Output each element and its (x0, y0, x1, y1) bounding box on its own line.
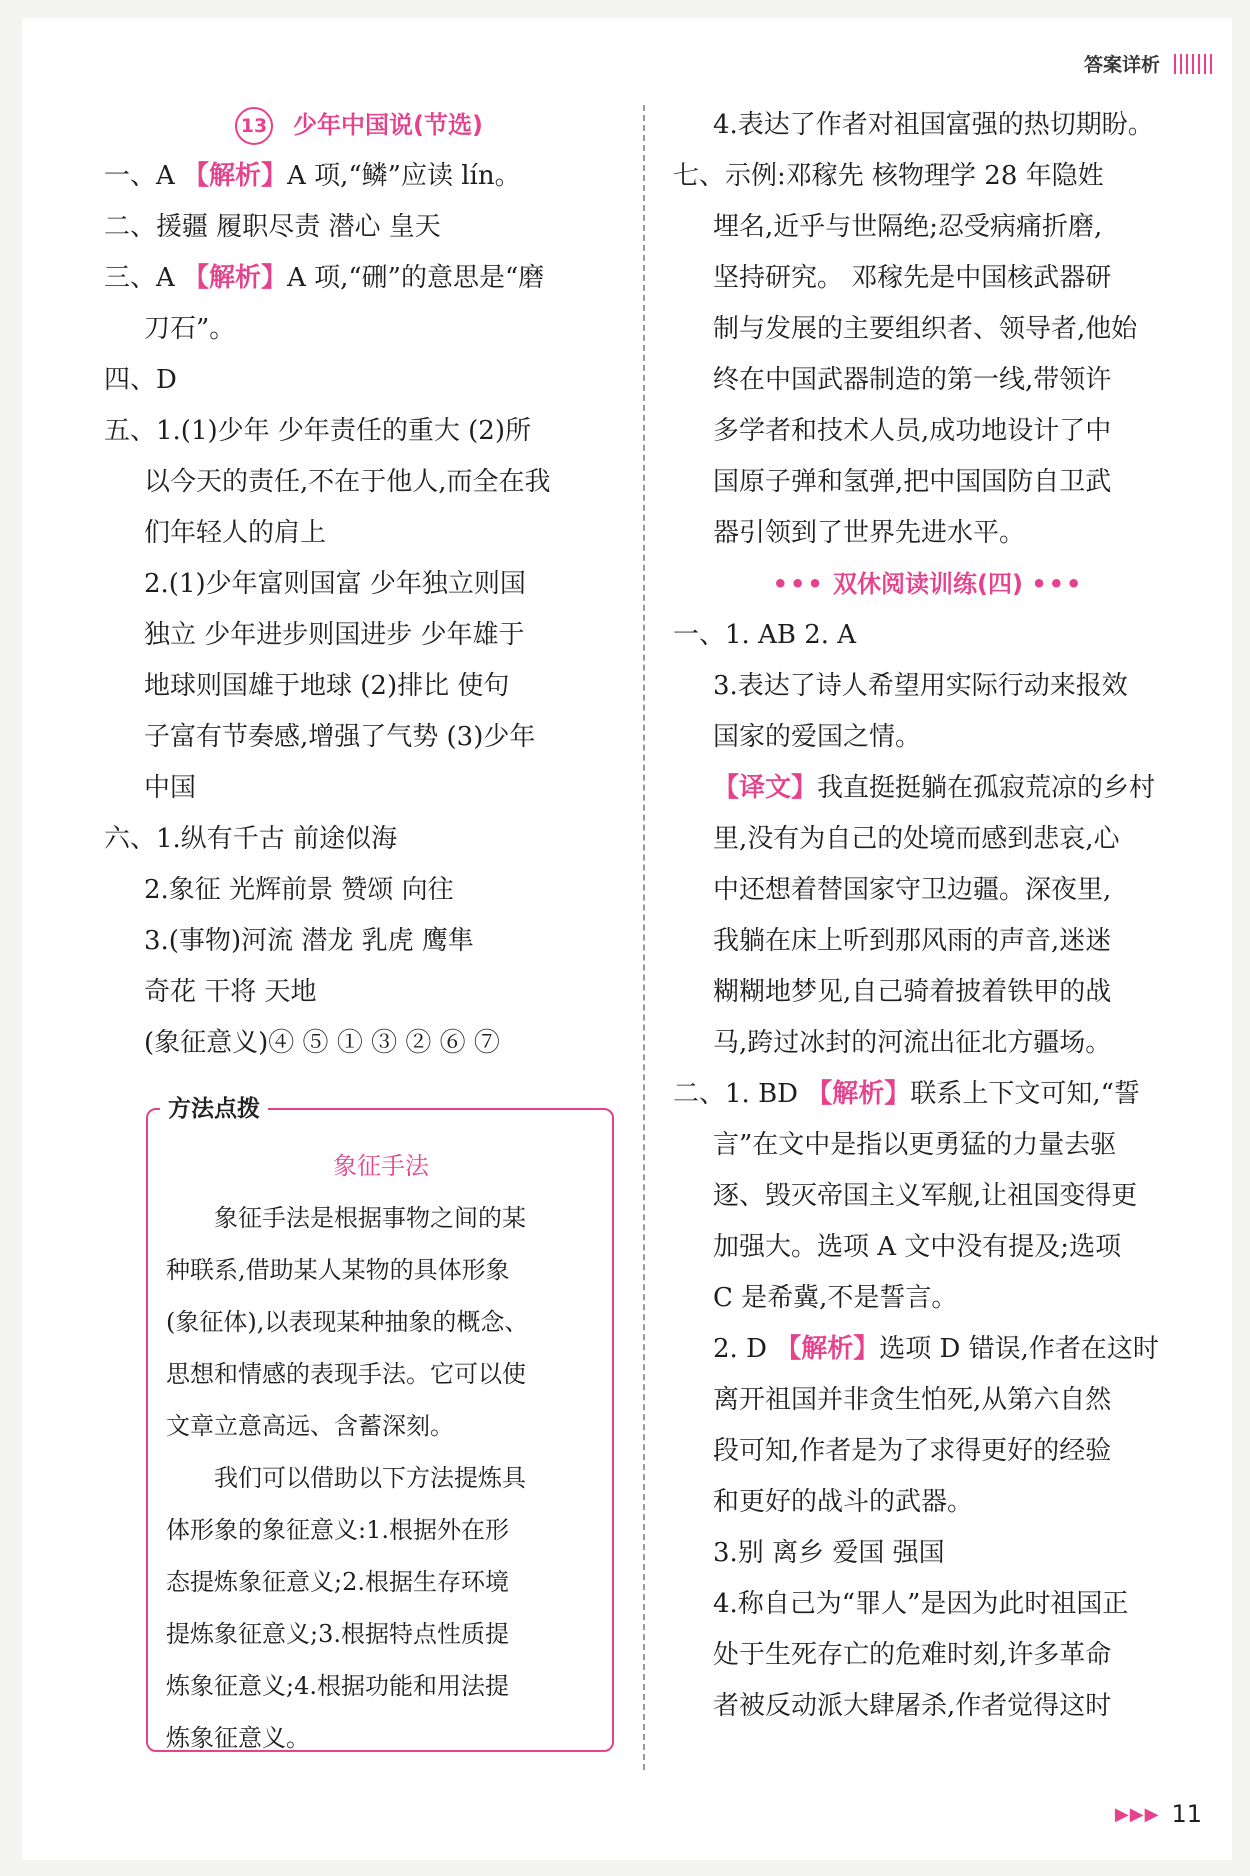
method-box-title: 方法点拨 (160, 1090, 268, 1123)
answer-5-line: 子富有节奏感,增强了气势 (3)少年 (144, 722, 536, 752)
header-stripes-icon (1174, 54, 1216, 74)
s2-2-text: 选项 D 错误,作者在这时 (879, 1334, 1159, 1364)
answer-line: 4.表达了作者对祖国富强的热切期盼。 (713, 110, 1154, 140)
s2-2-head: 2. D (713, 1334, 776, 1364)
translation-text: 我直挺挺躺在孤寂荒凉的乡村 (817, 773, 1156, 803)
method-box-content (166, 1140, 596, 1764)
s2-line: C 是希冀,不是誓言。 (713, 1283, 958, 1313)
method-line: 我们可以借助以下方法提炼具 (214, 1464, 526, 1492)
answer-3-head: 三、A (104, 263, 184, 293)
translation-line: 中还想着替国家守卫边疆。深夜里, (713, 875, 1112, 905)
answer-7-line: 七、示例:邓稼先 核物理学 28 年隐姓 (673, 161, 1104, 191)
answer-5-line: 2.(1)少年富则国富 少年独立则国 (144, 569, 526, 599)
left-column (104, 100, 614, 1069)
page-footer (1115, 1800, 1202, 1828)
answer-3-cont: 刀石”。 (144, 314, 236, 344)
answer-1-head: 一、A (104, 161, 184, 191)
s2-4-line: 处于生死存亡的危难时刻,许多革命 (713, 1640, 1112, 1670)
answer-7-line: 终在中国武器制造的第一线,带领许 (713, 365, 1112, 395)
s2-answer-2 (673, 1324, 1183, 1375)
method-line: 体形象的象征意义:1.根据外在形 (166, 1516, 509, 1544)
s2-2-line: 和更好的战斗的武器。 (713, 1487, 974, 1517)
dots-left-icon: ••• (772, 570, 825, 598)
s1-line: 国家的爱国之情。 (713, 722, 922, 752)
answer-5-line: 以今天的责任,不在于他人,而全在我 (144, 467, 551, 497)
section-title-text: 双休阅读训练(四) (833, 570, 1023, 598)
method-line: (象征体),以表现某种抽象的概念、 (166, 1308, 529, 1336)
lesson-title (104, 100, 614, 151)
answer-3-text: A 项,“硎”的意思是“磨 (287, 263, 545, 293)
s2-answer-1 (673, 1069, 1183, 1120)
translation-line: 马,跨过冰封的河流出征北方疆场。 (713, 1028, 1112, 1058)
s1-answer: 一、1. AB 2. A (673, 620, 857, 650)
translation-line: 里,没有为自己的处境而感到悲哀,心 (713, 824, 1120, 854)
translation-first (673, 763, 1183, 814)
s2-answer-3: 3.别 离乡 爱国 强国 (713, 1538, 945, 1568)
translation-tag: 【译文】 (713, 773, 818, 803)
method-line: 文章立意高远、含蓄深刻。 (166, 1412, 454, 1440)
s2-head: 二、1. BD (673, 1079, 807, 1109)
page-header (1084, 50, 1216, 77)
answer-5-line: 独立 少年进步则国进步 少年雄于 (144, 620, 525, 650)
answer-6-line: 2.象征 光辉前景 赞颂 向往 (144, 875, 454, 905)
answer-7-line: 国原子弹和氢弹,把中国国防自卫武 (713, 467, 1112, 497)
method-line: 思想和情感的表现手法。它可以使 (166, 1360, 526, 1388)
translation-line: 我躺在床上听到那风雨的声音,迷迷 (713, 926, 1112, 956)
method-line: 提炼象征意义;3.根据特点性质提 (166, 1620, 509, 1648)
answer-7-line: 埋名,近乎与世隔绝;忍受病痛折磨, (713, 212, 1103, 242)
triple-arrow-icon: ▶▶▶ (1114, 1803, 1160, 1825)
s2-2-line: 离开祖国并非贪生怕死,从第六自然 (713, 1385, 1112, 1415)
answer-6-line: 六、1.纵有千古 前途似海 (104, 824, 398, 854)
answer-3 (104, 253, 614, 304)
answer-7-line: 坚持研究。 邓稼先是中国核武器研 (713, 263, 1112, 293)
answer-6-line: 3.(事物)河流 潜龙 乳虎 鹰隼 (144, 926, 474, 956)
method-line: 态提炼象征意义;2.根据生存环境 (166, 1568, 509, 1596)
s1-line: 3.表达了诗人希望用实际行动来报效 (713, 671, 1128, 701)
method-line: 炼象征意义。 (166, 1724, 310, 1752)
answer-4: 四、D (104, 365, 177, 395)
section-title (673, 559, 1183, 610)
lesson-number: 13 (235, 107, 273, 145)
header-label: 答案详析 (1083, 54, 1160, 76)
s2-line: 逐、毁灭帝国主义军舰,让祖国变得更 (713, 1181, 1138, 1211)
s2-4-line: 4.称自己为“罪人”是因为此时祖国正 (713, 1589, 1129, 1619)
s2-line: 加强大。选项 A 文中没有提及;选项 (713, 1232, 1122, 1262)
answer-1 (104, 151, 614, 202)
page-number: 11 (1171, 1800, 1202, 1828)
answer-5-line: 五、1.(1)少年 少年责任的重大 (2)所 (104, 416, 531, 446)
method-line: 象征手法是根据事物之间的某 (214, 1204, 526, 1232)
analysis-tag: 【解析】 (183, 161, 288, 191)
method-box-subtitle: 象征手法 (333, 1152, 429, 1180)
analysis-tag: 【解析】 (806, 1079, 911, 1109)
analysis-tag: 【解析】 (775, 1334, 880, 1364)
method-line: 炼象征意义;4.根据功能和用法提 (166, 1672, 509, 1700)
answer-6-line: (象征意义)④ ⑤ ① ③ ② ⑥ ⑦ (144, 1028, 500, 1058)
answer-7-line: 器引领到了世界先进水平。 (713, 518, 1026, 548)
answer-5-line: 们年轻人的肩上 (144, 518, 327, 548)
answer-5-line: 中国 (144, 773, 197, 803)
analysis-tag: 【解析】 (183, 263, 288, 293)
s2-2-line: 段可知,作者是为了求得更好的经验 (713, 1436, 1112, 1466)
s2-4-line: 者被反动派大肆屠杀,作者觉得这时 (713, 1691, 1112, 1721)
column-divider (643, 105, 645, 1770)
s2-line: 言”在文中是指以更勇猛的力量去驱 (713, 1130, 1117, 1160)
method-line: 种联系,借助某人某物的具体形象 (166, 1256, 510, 1284)
answer-5-line: 地球则国雄于地球 (2)排比 使句 (144, 671, 510, 701)
answer-7-line: 制与发展的主要组织者、领导者,他始 (713, 314, 1138, 344)
s2-text: 联系上下文可知,“誓 (910, 1079, 1140, 1109)
answer-1-text: A 项,“鳞”应读 lín。 (287, 161, 521, 191)
dots-right-icon: ••• (1031, 570, 1084, 598)
right-column (673, 100, 1183, 1732)
lesson-title-text: 少年中国说(节选) (293, 111, 483, 139)
answer-6-line: 奇花 干将 天地 (144, 977, 317, 1007)
answer-7-line: 多学者和技术人员,成功地设计了中 (713, 416, 1112, 446)
translation-line: 糊糊地梦见,自己骑着披着铁甲的战 (713, 977, 1112, 1007)
answer-2: 二、援疆 履职尽责 潜心 皇天 (104, 212, 441, 242)
